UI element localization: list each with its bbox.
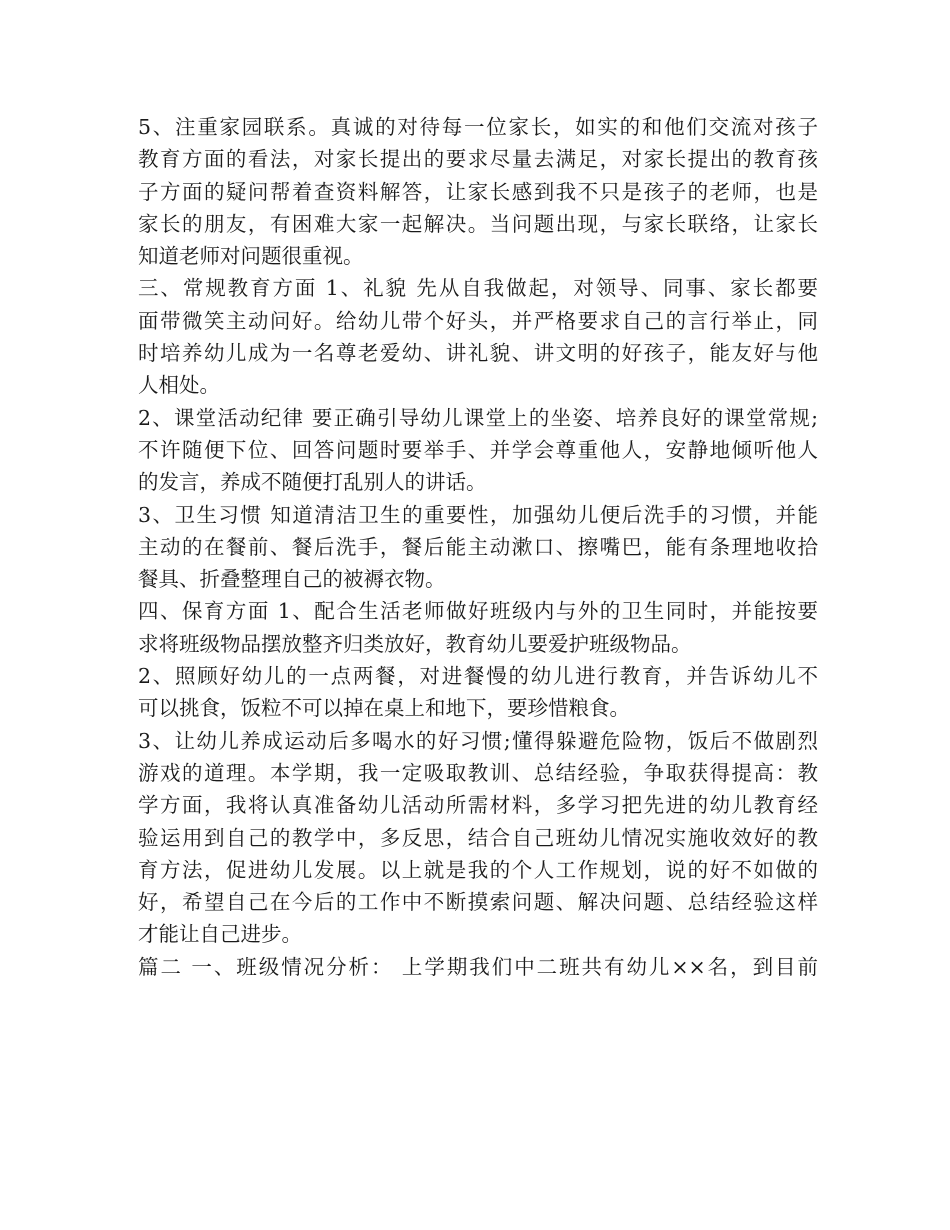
text-line: 学方面，我将认真准备幼儿活动所需材料，多学习把先进的幼儿教育经 (138, 793, 818, 818)
text-line: 时培养幼儿成为一名尊老爱幼、讲礼貌、讲文明的好孩子，能友好与他 (138, 341, 818, 366)
text-line: 不许随便下位、回答问题时要举手、并学会尊重他人，安静地倾听他人 (138, 437, 818, 462)
text-line: 家长的朋友，有困难大家一起解决。当问题出现，与家长联络，让家长 (138, 211, 818, 236)
text-line: 餐具、折叠整理自己的被褥衣物。 (138, 567, 446, 592)
text-line: 三、常规教育方面 1、礼貌 先从自我做起，对领导、同事、家长都要 (138, 276, 818, 301)
text-line: 育方法，促进幼儿发展。以上就是我的个人工作规划，说的好不如做的 (138, 857, 818, 882)
text-line: 5、注重家园联系。真诚的对待每一位家长，如实的和他们交流对孩子 (138, 115, 818, 139)
text-line: 好，希望自己在今后的工作中不断摸索问题、解决问题、总结经验这样 (138, 890, 818, 915)
text-line: 验运用到自己的教学中，多反思，结合自己班幼儿情况实施收效好的教 (138, 825, 818, 850)
text-line: 篇二 一、班级情况分析： 上学期我们中二班共有幼儿××名，到目前 (138, 954, 818, 979)
text-line: 人相处。 (138, 373, 220, 398)
document-body (138, 111, 818, 983)
text-line: 知道老师对问题很重视。 (138, 244, 364, 269)
text-line: 四、保育方面 1、配合生活老师做好班级内与外的卫生同时，并能按要 (138, 599, 818, 624)
text-line: 教育方面的看法，对家长提出的要求尽量去满足，对家长提出的教育孩 (138, 147, 818, 172)
text-line: 可以挑食，饭粒不可以掉在桌上和地下，要珍惜粮食。 (138, 696, 630, 721)
text-line: 3、让幼儿养成运动后多喝水的好习惯;懂得躲避危险物，饭后不做剧烈 (138, 728, 818, 753)
text-line: 主动的在餐前、餐后洗手，餐后能主动漱口、擦嘴巴，能有条理地收拾 (138, 534, 818, 559)
text-line: 2、课堂活动纪律 要正确引导幼儿课堂上的坐姿、培养良好的课堂常规; (138, 405, 818, 430)
text-line: 子方面的疑问帮着查资料解答，让家长感到我不只是孩子的老师，也是 (138, 179, 818, 204)
text-line: 面带微笑主动问好。给幼儿带个好头，并严格要求自己的言行举止，同 (138, 308, 818, 333)
text-line: 才能让自己进步。 (138, 922, 302, 947)
text-line: 2、照顾好幼儿的一点两餐，对进餐慢的幼儿进行教育，并告诉幼儿不 (138, 664, 818, 689)
text-line: 的发言，养成不随便打乱别人的讲话。 (138, 470, 487, 495)
text-line: 3、卫生习惯 知道清洁卫生的重要性，加强幼儿便后洗手的习惯，并能 (138, 502, 818, 527)
text-line: 游戏的道理。本学期，我一定吸取教训、总结经验，争取获得提高：教 (138, 760, 818, 785)
text-line: 求将班级物品摆放整齐归类放好，教育幼儿要爱护班级物品。 (138, 631, 692, 656)
